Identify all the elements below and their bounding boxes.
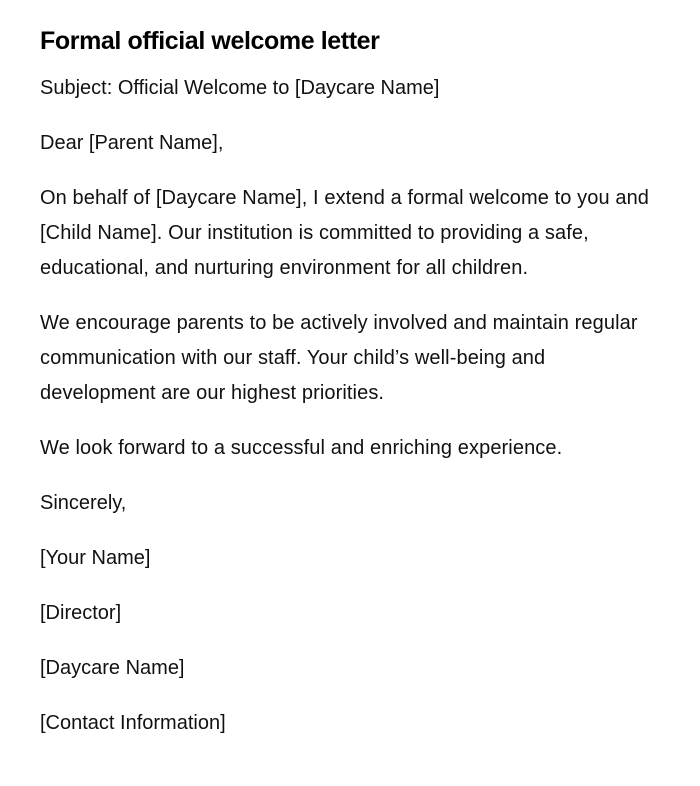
- salutation: Dear [Parent Name],: [40, 132, 224, 154]
- body-paragraph-closing: We look forward to a successful and enriching experience.: [40, 437, 563, 459]
- body-paragraph-intro: On behalf of [Daycare Name], I extend a formal welcome to you and [Child Name]. Our institution is committed to providing a safe, educational, and nurturing environment for all children.: [40, 187, 650, 279]
- closing: Sincerely,: [40, 492, 127, 514]
- signature-name: [Your Name]: [40, 547, 151, 569]
- signature-organization: [Daycare Name]: [40, 657, 185, 679]
- subject-line: Subject: Official Welcome to [Daycare Name]: [40, 77, 440, 99]
- signature-position: [Director]: [40, 602, 122, 624]
- signature-contact: [Contact Information]: [40, 712, 226, 734]
- document-title: Formal official welcome letter: [40, 27, 380, 55]
- body-paragraph-involvement: We encourage parents to be actively involved and maintain regular communication with our staff. Your child’s well-being and development are our highest priorities.: [40, 312, 638, 404]
